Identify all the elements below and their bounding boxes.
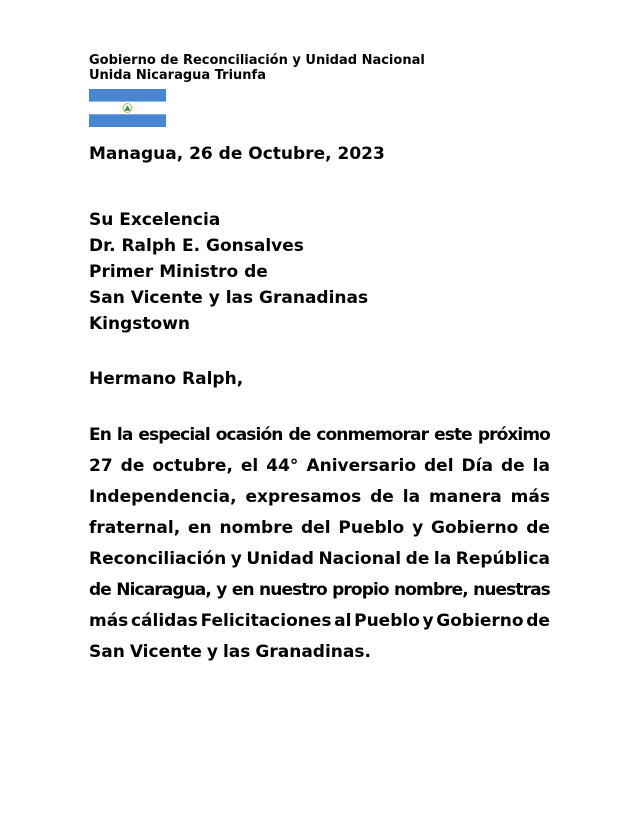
body-word: Día [461,456,493,476]
body-line [89,513,550,544]
body-word: más [510,487,550,507]
body-word: fraternal, [89,518,181,538]
body-word: de [526,518,550,538]
letter-body [89,420,550,668]
body-word: la [433,549,452,569]
body-word: 27 [89,456,113,476]
body-word: y [412,518,424,538]
body-word: de [370,487,394,507]
body-line [89,575,550,606]
body-line [89,451,550,482]
body-word: la [532,456,550,476]
body-word: del [424,456,454,476]
body-word: Felicitaciones [200,611,332,631]
body-word: Gobierno [436,611,524,631]
body-word: propio [332,580,389,600]
body-word: nombre, [394,580,468,600]
body-word: Vicente [129,642,202,662]
body-line [89,637,550,668]
body-word: octubre, [152,456,233,476]
letterhead-line-1: Gobierno de Reconciliación y Unidad Nacional [89,53,425,68]
body-word: Unidad [246,549,314,569]
body-word: de [89,580,111,600]
salutation: Hermano Ralph, [89,369,244,389]
body-word: nuestras [473,580,550,600]
body-word: la [116,425,133,445]
body-word: Nacional [318,549,402,569]
letter-date: Managua, 26 de Octubre, 2023 [89,144,385,164]
body-word: este [434,425,472,445]
body-word: cálidas [130,611,198,631]
recipient-line: Kingstown [89,314,191,334]
body-word: más [89,611,129,631]
body-word: próximo [477,425,550,445]
body-word: el [240,456,259,476]
body-word: de [120,456,145,476]
body-word: y [206,642,218,662]
body-word: Nicaragua, [116,580,211,600]
body-word: nuestro [259,580,327,600]
body-word: Reconciliación [89,549,227,569]
body-word: expresamos [245,487,362,507]
body-word: de [500,456,525,476]
recipient-line: Dr. Ralph E. Gonsalves [89,236,304,256]
body-word: En [89,425,111,445]
body-word: y [216,580,227,600]
recipient-line: Primer Ministro de [89,262,268,282]
body-word: del [301,518,331,538]
body-word: Aniversario [306,456,416,476]
body-word: en [231,580,254,600]
body-word: de [288,425,311,445]
body-word: y [422,611,434,631]
body-word: manera [429,487,502,507]
body-word: de [405,549,430,569]
body-word: las [222,642,251,662]
body-word: nombre [219,518,294,538]
body-word: 44° [266,456,299,476]
body-line [89,606,550,637]
body-line [89,544,550,575]
body-word: y [230,549,242,569]
recipient-line: Su Excelencia [89,210,221,230]
nicaragua-flag-icon [89,89,166,127]
body-word: en [188,518,212,538]
recipient-block [89,207,368,337]
letterhead-line-2: Unida Nicaragua Triunfa [89,68,266,83]
body-word: de [526,611,550,631]
body-word: Pueblo [338,518,405,538]
body-word: San [89,642,125,662]
letterhead [89,53,425,83]
body-word: ocasión [215,425,283,445]
body-line [89,420,550,451]
body-word: Gobierno [431,518,519,538]
body-word: conmemorar [316,425,429,445]
body-word: al [334,611,352,631]
body-word: especial [138,425,210,445]
body-word: Independencia, [89,487,237,507]
body-word: la [402,487,421,507]
body-word: Pueblo [354,611,420,631]
body-word: República [455,549,550,569]
body-line [89,482,550,513]
body-word: Granadinas. [255,642,371,662]
recipient-line: San Vicente y las Granadinas [89,288,369,308]
